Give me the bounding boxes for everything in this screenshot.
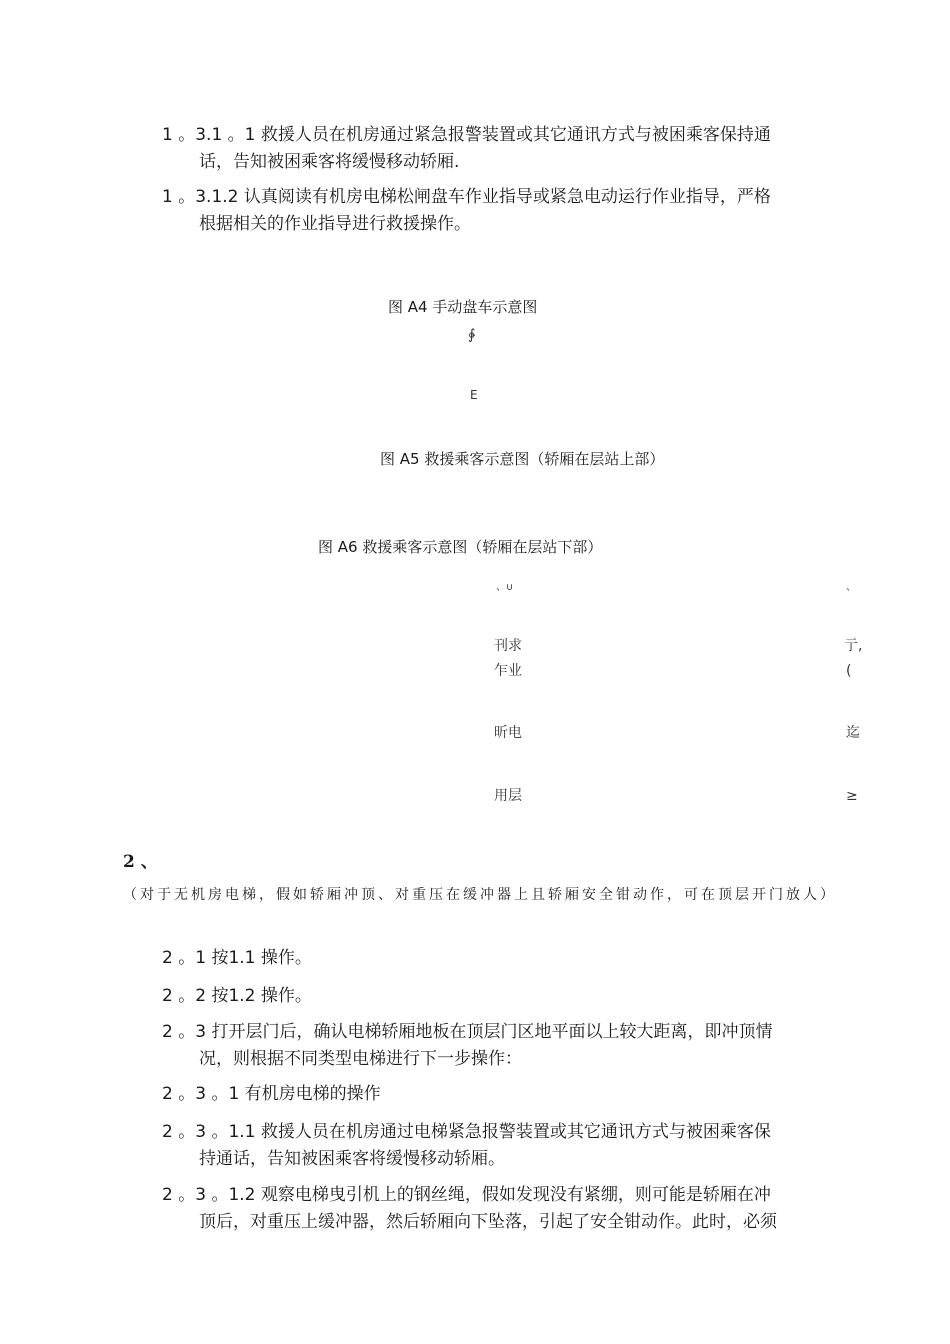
figure-fragment: 用层 <box>494 788 522 804</box>
paragraph-continuation: 根据相关的作业指导进行救援操作。 <box>199 214 471 234</box>
section-2-item <box>162 1119 862 1173</box>
item-text: 救援人员在机房通过电梯紧急报警装置或其它通讯方式与被困乘客保 <box>260 1122 771 1142</box>
item-number: 2 。3 <box>162 1022 212 1042</box>
figure-a6-caption: 图 A6 救援乘客示意图（轿厢在层站下部） <box>318 538 603 556</box>
figure-a5-caption: 图 A5 救援乘客示意图（轿厢在层站上部） <box>380 450 665 468</box>
figure-fragment: 亍, <box>844 638 863 654</box>
section-2-item <box>162 983 862 1010</box>
item-continuation: 况，则根据不同类型电梯进行下一步操作： <box>199 1049 522 1069</box>
figure-fragment: 迄 <box>846 725 860 741</box>
item-text: 按1.1 操作。 <box>211 948 312 968</box>
item-number: 2 。3 。1.2 <box>162 1185 261 1205</box>
section-2-item <box>162 1182 862 1236</box>
figure-fragment: E <box>470 388 478 402</box>
figure-fragment: ∲ <box>468 327 476 343</box>
section-2-note: （对于无机房电梯，假如轿厢冲顶、对重压在缓冲器上且轿厢安全钳动作，可在顶层开门放人） <box>123 887 837 903</box>
item-number: 2 。3 。1.1 <box>162 1122 261 1142</box>
figure-a4-caption: 图 A4 手动盘车示意图 <box>388 298 538 316</box>
paragraph-number: 1 。3.1.2 <box>162 187 244 207</box>
section-2-heading: 2 、 <box>123 852 158 872</box>
figure-fragment: ( <box>846 663 852 679</box>
item-continuation: 顶后，对重压上缓冲器，然后轿厢向下坠落，引起了安全钳动作。此时，必须 <box>199 1212 777 1232</box>
item-text: 有机房电梯的操作 <box>244 1084 381 1104</box>
paragraph-text: 认真阅读有机房电梯松闸盘车作业指导或紧急电动运行作业指导，严格 <box>243 187 771 207</box>
paragraph-text: 救援人员在机房通过紧急报警装置或其它通讯方式与被困乘客保持通 <box>260 125 771 145</box>
figure-fragment: 刊求 <box>494 638 522 654</box>
section-2-item <box>162 1019 862 1073</box>
figure-fragment: 乍业 <box>494 663 522 679</box>
item-number: 2 。3 。1 <box>162 1084 245 1104</box>
item-continuation: 持通话，告知被困乘客将缓慢移动轿厢。 <box>199 1149 505 1169</box>
section-2-item <box>162 1081 862 1108</box>
item-text: 观察电梯曳引机上的钢丝绳，假如发现没有紧绷，则可能是轿厢在冲 <box>260 1185 771 1205</box>
figure-fragment: 、 <box>846 582 856 593</box>
paragraph-number: 1 。3.1 。1 <box>162 125 261 145</box>
item-number: 2 。1 <box>162 948 212 968</box>
figure-fragment: 、∪ <box>496 582 514 593</box>
item-number: 2 。2 <box>162 986 212 1006</box>
figure-fragment: 昕电 <box>494 725 522 741</box>
figure-fragment: ≥ <box>846 788 858 804</box>
section-2-item <box>162 945 862 972</box>
item-text: 打开层门后，确认电梯轿厢地板在顶层门区地平面以上较大距离，即冲顶情 <box>211 1022 773 1042</box>
paragraph-continuation: 话，告知被困乘客将缓慢移动轿厢. <box>199 152 460 172</box>
paragraph-1-3-1-1 <box>162 122 862 176</box>
paragraph-1-3-1-2 <box>162 184 862 238</box>
item-text: 按1.2 操作。 <box>211 986 312 1006</box>
